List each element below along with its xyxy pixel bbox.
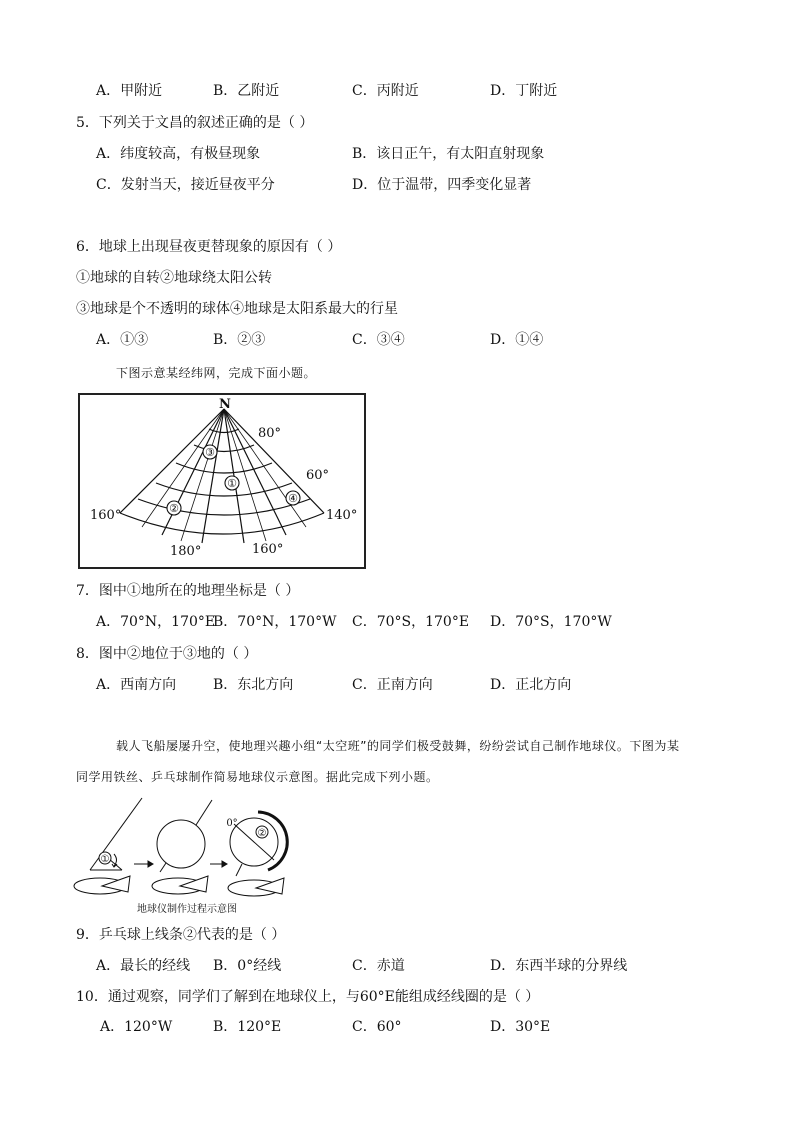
q6-option-b[interactable]: B．②③ (213, 332, 266, 348)
marker-2-label: ② (257, 828, 267, 839)
lon-160-left-label: 160° (90, 508, 122, 523)
lat-60-label: 60° (306, 468, 330, 483)
wire-line (160, 863, 166, 872)
q7-option-a[interactable]: A．70°N，170°E (96, 614, 216, 630)
marker-1-label: ① (100, 854, 110, 865)
q8-stem: 8．图中②地位于③地的（ ） (76, 646, 258, 662)
parallel-arc (120, 513, 324, 534)
q6-option-a[interactable]: A．①③ (96, 332, 149, 348)
meridian-line (224, 409, 324, 513)
meridian-line (202, 409, 224, 543)
globe-intro-line-1: 载人飞船屡屡升空，使地理兴趣小组“太空班”的同学们极受鼓舞，纷纷尝试自己制作地球仪。下图为某 (116, 739, 680, 753)
lon-180-label: 180° (170, 544, 202, 559)
q5-option-b[interactable]: B．该日正午，有太阳直射现象 (352, 146, 545, 162)
globe-intro-line-2: 同学用铁丝、乒乓球制作简易地球仪示意图。据此完成下列小题。 (76, 770, 439, 784)
q9-option-d[interactable]: D．东西半球的分界线 (490, 958, 628, 974)
meridian-line (142, 409, 224, 527)
q9-option-a[interactable]: A．最长的经线 (96, 958, 191, 974)
parallel-arc (176, 463, 272, 473)
q7-option-d[interactable]: D．70°S，170°W (490, 614, 612, 630)
q5-stem: 5．下列关于文昌的叙述正确的是（ ） (76, 115, 314, 131)
wire-line (236, 864, 242, 876)
meridian-line (181, 409, 224, 541)
q9-stem: 9．乒乓球上线条②代表的是（ ） (76, 927, 286, 943)
q4-option-c[interactable]: C．丙附近 (352, 83, 419, 99)
q6-option-c[interactable]: C．③④ (352, 332, 405, 348)
q7-stem: 7．图中①地所在的地理坐标是（ ） (76, 583, 300, 599)
globe-figure-caption: 地球仪制作过程示意图 (137, 904, 237, 915)
q8-option-b[interactable]: B．东北方向 (213, 677, 294, 693)
meridian-line (120, 409, 224, 513)
ping-pong-ball (157, 820, 205, 868)
process-arrow-head (148, 861, 153, 867)
q5-option-c[interactable]: C．发射当天，接近昼夜平分 (96, 177, 275, 193)
meridian-line (162, 409, 224, 535)
q8-option-d[interactable]: D．正北方向 (490, 677, 572, 693)
q8-option-c[interactable]: C．正南方向 (352, 677, 433, 693)
globe-making-figure (72, 796, 302, 918)
q4-option-d[interactable]: D．丁附近 (490, 83, 558, 99)
point-1-label: ① (227, 477, 237, 490)
parallel-arc (156, 483, 292, 496)
q6-reason-line-1: ①地球的自转②地球绕太阳公转 (76, 270, 272, 286)
q9-option-c[interactable]: C．赤道 (352, 958, 405, 974)
point-2-label: ② (169, 502, 179, 515)
point-3-label: ③ (205, 446, 215, 459)
q10-stem: 10．通过观察，同学们了解到在地球仪上，与60°E能组成经线圈的是（ ） (76, 989, 540, 1005)
q7-option-c[interactable]: C．70°S，170°E (352, 614, 470, 630)
process-arrow-head (222, 861, 227, 867)
graticule-figure (78, 393, 366, 569)
globe-making-diagram (72, 796, 302, 918)
zero-degree-label: 0° (226, 818, 238, 829)
q5-option-a[interactable]: A．纬度较高，有极昼现象 (96, 146, 261, 162)
q6-reason-line-2: ③地球是个不透明的球体④地球是太阳系最大的行星 (76, 301, 398, 317)
graticule-diagram (80, 395, 364, 567)
q10-option-c[interactable]: C．60° (352, 1019, 402, 1035)
q10-option-d[interactable]: D．30°E (490, 1019, 551, 1035)
north-label: N (219, 397, 231, 412)
q6-option-d[interactable]: D．①④ (490, 332, 544, 348)
q8-option-a[interactable]: A．西南方向 (96, 677, 177, 693)
q5-option-d[interactable]: D．位于温带，四季变化显著 (352, 177, 532, 193)
q9-option-b[interactable]: B．0°经线 (213, 958, 282, 974)
q7-option-b[interactable]: B．70°N，170°W (213, 614, 337, 630)
lat-80-label: 80° (258, 426, 282, 441)
lon-140-right-label: 140° (326, 508, 358, 523)
q6-stem: 6．地球上出现昼夜更替现象的原因有（ ） (76, 239, 342, 255)
point-4-label: ④ (288, 492, 298, 505)
q10-option-b[interactable]: B．120°E (213, 1019, 282, 1035)
q4-option-b[interactable]: B．乙附近 (213, 83, 280, 99)
q10-option-a[interactable]: A．120°W (100, 1019, 173, 1035)
lon-160-bottom-label: 160° (252, 542, 284, 557)
parallel-arc (138, 499, 310, 515)
q4-option-a[interactable]: A．甲附近 (96, 83, 163, 99)
wire-line (196, 800, 212, 825)
grid-figure-intro: 下图示意某经纬网，完成下面小题。 (116, 366, 317, 380)
